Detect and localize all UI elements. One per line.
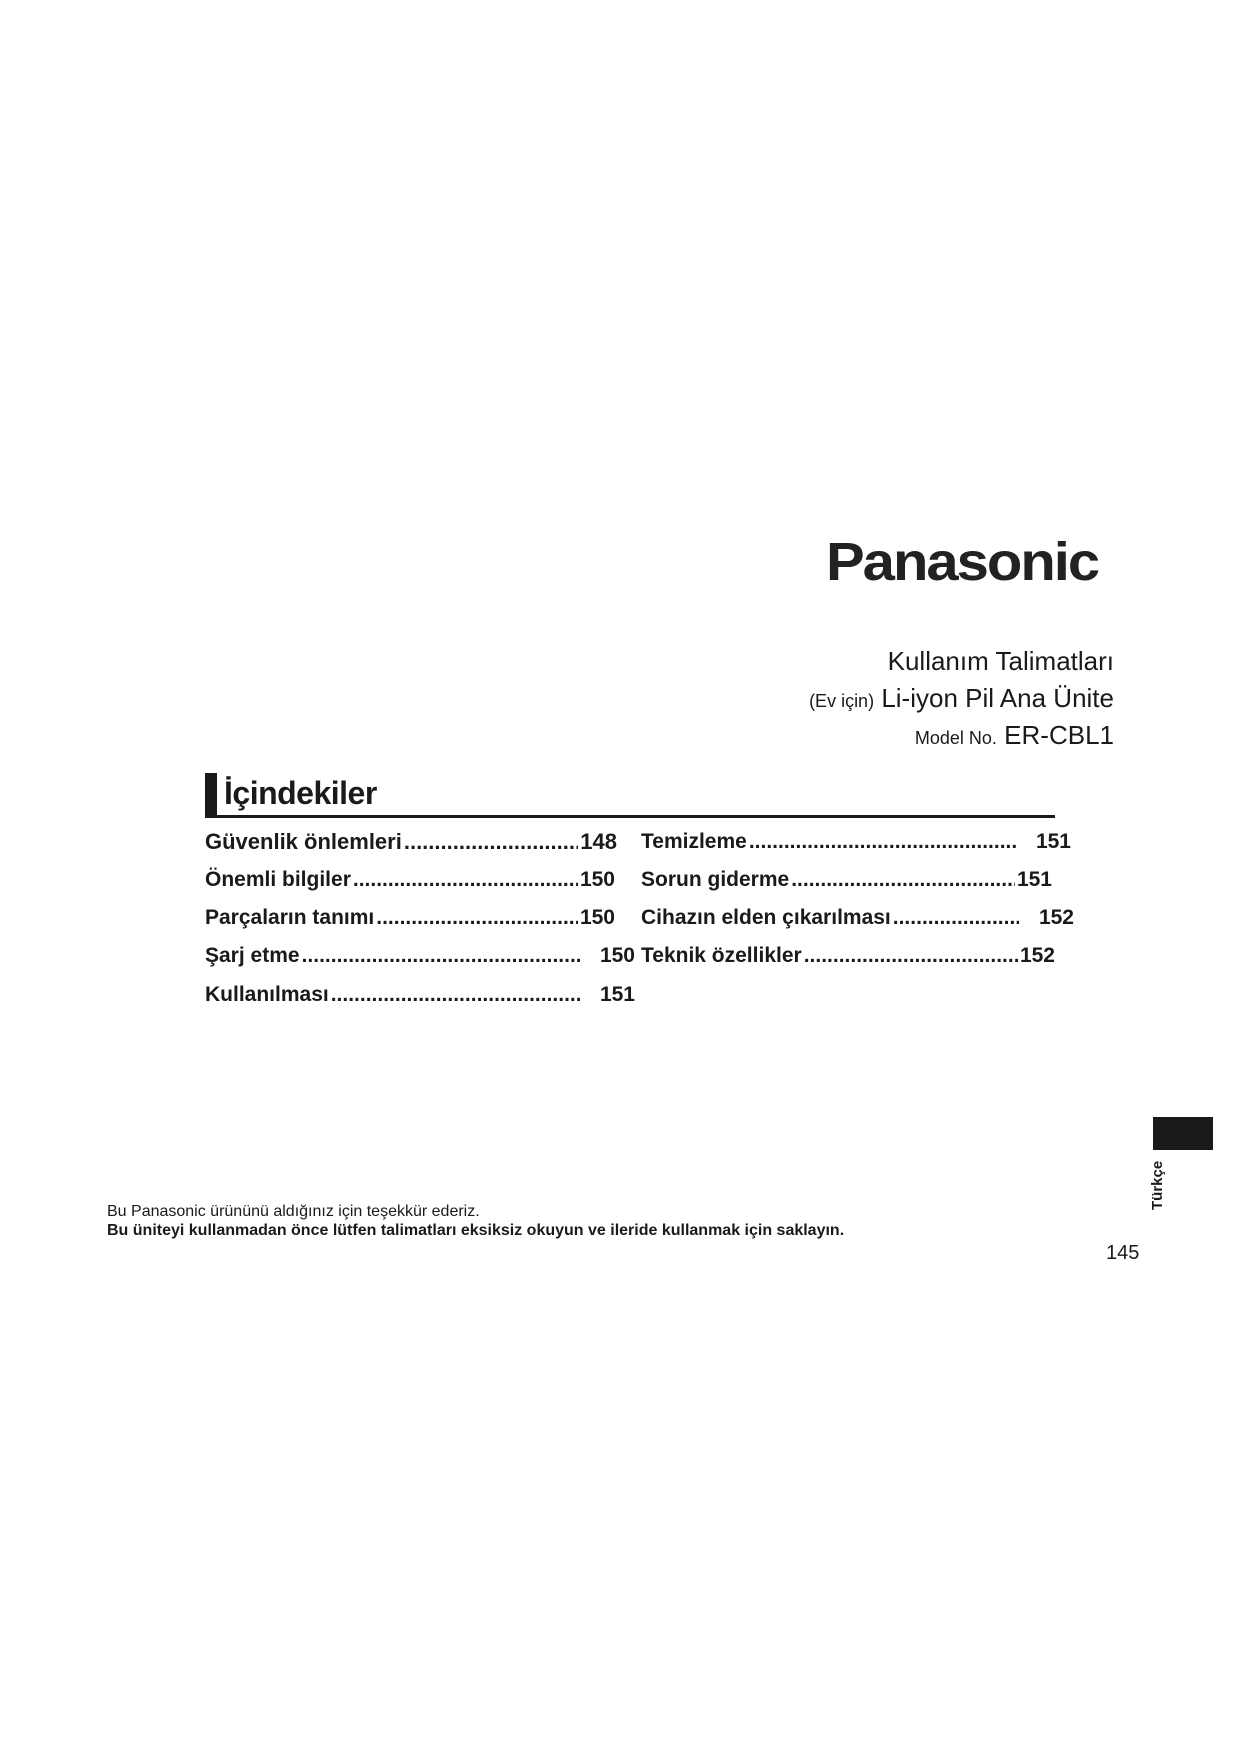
toc-entry-specifications[interactable]	[641, 944, 1055, 968]
language-tab	[1153, 1117, 1213, 1150]
document-title: Kullanım Talimatları	[887, 646, 1114, 676]
usage-note: (Ev için)	[809, 691, 875, 711]
toc-leader-dots	[302, 944, 580, 968]
toc-entry-page: 148	[580, 829, 617, 854]
toc-entry-safety[interactable]	[205, 829, 617, 855]
toc-leader-dots	[404, 829, 578, 855]
product-name: Li-iyon Pil Ana Ünite	[881, 683, 1114, 713]
product-line	[809, 685, 1114, 711]
toc-entry-label: Şarj etme	[205, 944, 300, 967]
toc-entry-page: 150	[599, 944, 635, 967]
model-line	[809, 722, 1114, 748]
toc-leader-dots	[331, 983, 580, 1007]
toc-entry-label: Temizleme	[641, 830, 747, 853]
toc-entry-label: Teknik özellikler	[641, 944, 802, 967]
page-number: 145	[1106, 1242, 1140, 1264]
model-number: ER-CBL1	[1004, 720, 1114, 750]
toc-entry-parts[interactable]	[205, 906, 615, 930]
toc-leader-dots	[376, 906, 578, 930]
toc-entry-page: 151	[1035, 830, 1071, 853]
toc-entry-page: 151	[1016, 868, 1052, 891]
toc-leader-dots	[791, 868, 1015, 892]
toc-entry-important-info[interactable]	[205, 868, 615, 892]
toc-entry-label: Güvenlik önlemleri	[205, 829, 402, 854]
toc-heading: İçindekiler	[224, 775, 377, 811]
toc-entry-label: Önemli bilgiler	[205, 868, 351, 891]
language-label: Türkçe	[1149, 1160, 1166, 1210]
toc-entry-page: 152	[1038, 906, 1074, 929]
toc-entry-troubleshooting[interactable]	[641, 868, 1052, 892]
toc-leader-dots	[893, 906, 1019, 930]
toc-entry-disposal[interactable]	[641, 906, 1074, 930]
toc-heading-bar	[205, 773, 217, 815]
toc-leader-dots	[804, 944, 1018, 968]
panasonic-logo: Panasonic	[826, 532, 1099, 593]
toc-entry-page: 150	[579, 868, 615, 891]
model-label: Model No.	[914, 728, 997, 748]
toc-entry-label: Kullanılması	[205, 983, 329, 1006]
toc-entry-page: 152	[1019, 944, 1055, 967]
thanks-note	[107, 1202, 844, 1240]
document-title-block	[809, 648, 1114, 748]
toc-entry-label: Cihazın elden çıkarılması	[641, 906, 891, 929]
toc-entry-cleaning[interactable]	[641, 830, 1071, 854]
toc-entry-charging[interactable]	[205, 944, 635, 968]
toc-entry-usage[interactable]	[205, 983, 635, 1007]
toc-leader-dots	[353, 868, 578, 892]
toc-entry-page: 151	[599, 983, 635, 1006]
toc-entry-label: Parçaların tanımı	[205, 906, 375, 929]
toc-header	[205, 773, 1055, 818]
toc-entry-page: 150	[579, 906, 615, 929]
instruction-line: Bu üniteyi kullanmadan önce lütfen talimatları eksiksiz okuyun ve ileride kullanmak için saklayın.	[107, 1222, 845, 1239]
toc-entry-label: Sorun giderme	[641, 868, 790, 891]
toc-leader-dots	[749, 830, 1016, 854]
thanks-line: Bu Panasonic ürününü aldığınız için teşekkür ederiz.	[107, 1203, 480, 1220]
